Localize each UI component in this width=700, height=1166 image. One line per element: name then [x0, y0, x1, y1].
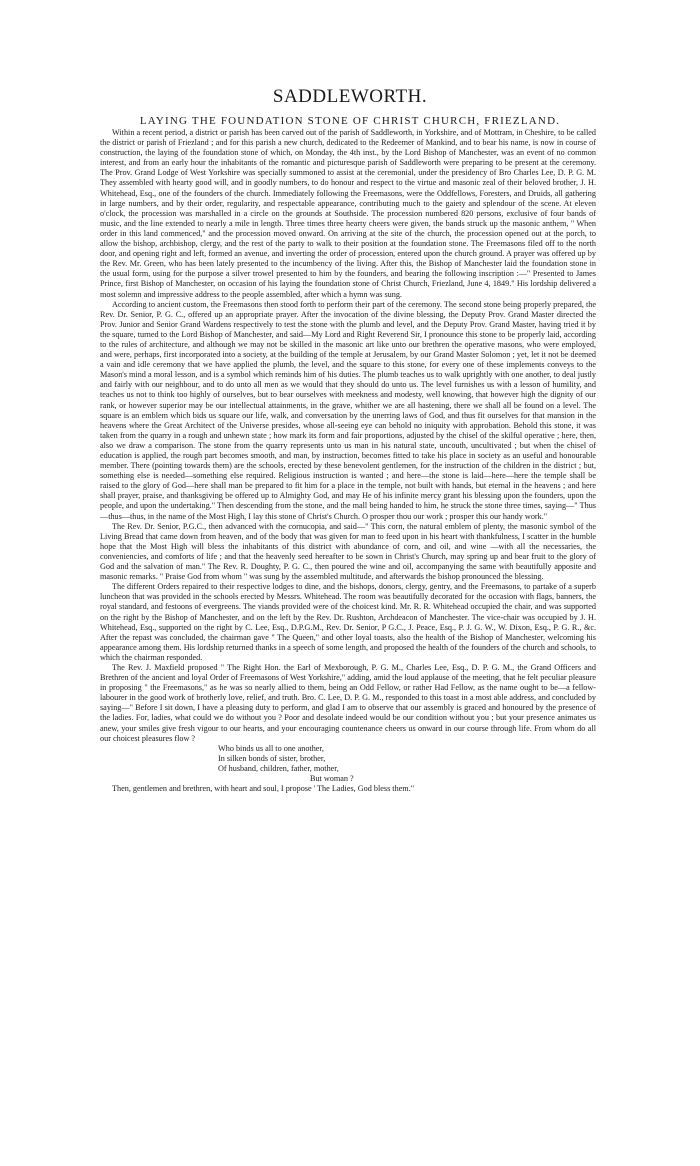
verse-line: In silken bonds of sister, brother,	[218, 753, 326, 763]
poem-verse	[218, 744, 596, 784]
article-subtitle: LAYING THE FOUNDATION STONE OF CHRIST CHURCH, FRIEZLAND.	[139, 115, 561, 127]
page-title: SADDLEWORTH.	[272, 86, 428, 107]
paragraph-4: The different Orders repaired to their respective lodges to dine, and the bishops, donors, clergy, gentry, and the Freemasons, to partake of a superb luncheon that was provided in the schools erected by Messrs. Whitehead. The room was beautifully decorated for the occasion with flags, banners, the royal standard, and festoons of evergreens. The viands provided were of the choicest kind. Mr. R. R. Whitehead occupied the chair, and was supported on the right by the Bishop of Manchester, and on the left by the Rev. Dr. Rushton, Archdeacon of Manchester. The vice-chair was occupied by J. H. Whitehead, Esq., supported on the right by C. Lee, Esq., D.P.G.M., Rev. Dr. Senior, P G.C., J. Peace, Esq., P. J. G. W., W. Dixon, Esq., P. G. R., &c. After the repast was concluded, the chairman gave " The Queen," and other loyal toasts, also the health of the Bishop of Manchester, welcoming his appearance among them. His lordship returned thanks in a speech of some length, and proposed the health of the founders of the church and schools, to which the chairman responded.	[100, 582, 596, 662]
verse-line: Who binds us all to one another,	[218, 743, 324, 753]
verse-line: But woman ?	[310, 774, 354, 783]
paragraph-5: The Rev. J. Maxfield proposed " The Right Hon. the Earl of Mexborough, P. G. M., Charles Lee, Esq., D. P. G. M., the Grand Officers and Brethren of the ancient and loyal Order of Freemasons of West Yorkshire," adding, amid the loud applause of the meeting, that he felt peculiar pleasure in proposing " the Freemasons," as he was so nearly allied to them, being an Odd Fellow, or rather Had Fellow, as the name ought to be—a fellow-labourer in the good work of brotherly love, relief, and truth. Bro. C. Lee, D. P. G. M., responded to this toast in a most able address, and concluded by saying—" Before I sit down, I have a pleasing duty to perform, and glad I am to observe that our assembly is graced and honoured by the presence of the ladies. For, ladies, what could we do without you ? Poor and desolate indeed would be our condition without you ; but your presence animates us anew, your smiles give fresh vigour to our hearts, and your encouraging countenance cheers us onward in our course through life. From whom do all our choicest pleasures flow ?	[100, 662, 596, 743]
paragraph-2: According to ancient custom, the Freemasons then stood forth to perform their part of the ceremony. The second stone being properly prepared, the Rev. Dr. Senior, P. G. C., offered up an appropriate prayer. After the invocation of the divine blessing, the Deputy Prov. Grand Master directed the Prov. Junior and Senior Grand Wardens respectively to test the stone with the plumb and level, and the Deputy Prov. Grand Master, having tried it by the square, turned to the Lord Bishop of Manchester, and said—My Lord and Right Reverend Sir, I pronounce this stone to be properly laid, according to the rules of architecture, and although we may not be skilled in the masonic art like unto our brethren the operative masons, who were employed, and were, perhaps, first incorporated into a society, at the building of the temple at Jerusalem, by our Grand Master Solomon ; yet, let it not be deemed a vain and idle ceremony that we have applied the plumb, the level, and the square to this stone, for every one of these implements conveys to the Mason's mind a moral lesson, and is a symbol which reminds him of his duties. The plumb teaches us to walk uprightly with one another, to deal justly and fairly with our neighbour, and to do unto all men as we would that they should do unto us. The level furnishes us with a lesson of humility, and teaches us not to think too highly of ourselves, but to bear ourselves with meekness and modesty, well knowing, that however high the dignity of our rank, or however superior may be our intellectual attainments, in the grave, whither we are all hastening, there we shall all be found on a level. The square is an emblem which bids us square our life, walk, and conversation by the unerring laws of God, and thus fit ourselves for that mansion in the heavens where the Great Architect of the Universe presides, whose all-seeing eye can behold no iniquity with approbation. Behold this stone, it was taken from the quarry in a rough and unhewn state ; how mark its form and fair proportions, adjusted by the chisel of the skilful operative ; here, then, also we draw a comparison. The stone from the quarry represents unto us man in his natural state, uncouth, uncultivated ; but when the chisel of education is applied, the rough part becomes smooth, and man, by instruction, becomes fitted to take his place in society as an useful and honourable member. There (pointing towards them) are the schools, erected by these benevolent gentlemen, for the instruction of the children in the district ; but, something else is needed—something else required. Religious instruction is wanted ; and here—the stone is laid—here—here the temple shall be raised to the glory of God—here shall man be prepared to fit him for a place in the temple, not built with hands, but eternal in the heavens ; and here shall prayer, praise, and thanksgiving be offered up to Almighty God, and may He of his infinite mercy grant his blessing upon the founders, upon the people, and upon the undertaking." Then descending from the stone, and the mall being handed to him, he struck the stone three times, saying—" Thus—thus—thus, in the name of the Most High, I lay this stone of Christ's Church. O prosper thou our work ; prosper this our handy work."	[100, 299, 596, 521]
paragraph-3: The Rev. Dr. Senior, P.G.C., then advanced with the cornucopia, and said—" This corn, the natural emblem of plenty, the masonic symbol of the Living Bread that came down from heaven, and of the body that was given for man to feed upon in his heart with thankfulness, I scatter in the humble hope that the Most High will bless the inhabitants of this district with abundance of corn, and oil, and wine —with all the necessaries, the conveniencies, and comforts of life ; and that the heavenly seed hereafter to be sown in Christ's Church, may spring up and bear fruit to the glory of God and the salvation of man." The Rev. R. Doughty, P. G. C., then poured the wine and oil, accompanying the same with beautifully apposite and masonic remarks. " Praise God from whom " was sung by the assembled multitude, and afterwards the bishop pronounced the blessing.	[100, 521, 596, 582]
verse-line: Of husband, children, father, mother,	[218, 763, 339, 773]
closing-line: Then, gentlemen and brethren, with heart and soul, I propose ' The Ladies, God bless them."	[112, 784, 415, 794]
article-body	[100, 128, 596, 794]
paragraph-1: Within a recent period, a district or parish has been carved out of the parish of Saddleworth, in Yorkshire, and of Mottram, in Cheshire, to be called the district or parish of Friezland ; and for this parish a new church, dedicated to the Redeemer of Mankind, and to bear his name, is now in course of construction, the laying of the foundation stone of which, on Monday, the 4th inst., by the Lord Bishop of Manchester, was an event of no common interest, and from an early hour the inhabitants of the romantic and picturesque parish of Saddleworth were preparing to be present at the ceremony. The Prov. Grand Lodge of West Yorkshire was specially summoned to assist at the ceremonial, under the presidency of Bro Charles Lee, D. P. G. M. They assembled with hearty good will, and in goodly numbers, to do honour and respect to the virtue and masonic zeal of their beloved brother, J. H. Whitehead, Esq., one of the founders of the church. Immediately following the Freemasons, were the Oddfellows, Foresters, and Druids, all gathering in large numbers, and by their order, regularity, and respectable appearance, contributing much to the gaiety and splendour of the scene. At eleven o'clock, the procession was marshalled in a circle on the grounds at Southside. The procession numbered 820 persons, exclusive of four bands of music, and the line extended to nearly a mile in length. Three times three hearty cheers were given, the bands struck up the masonic anthem, " When order in this land commenced," and the procession moved onward. On arriving at the site of the church, the procession opened out at the porch, to allow the bishop, archbishop, clergy, and the rest of the party to walk to their position at the foundation stone. The Freemasons filed off to the north door, and opening right and left, formed an avenue, and inverting the order of procession, entered upon the church ground. A prayer was offered up by the Rev. Mr. Green, who has been lately presented to the incumbency of the living. After this, the Bishop of Manchester laid the foundation stone in the usual form, using for the purpose a silver trowel presented to him by the founders, and bearing the following inscription :—" Presented to James Prince, first Bishop of Manchester, on occasion of his laying the foundation stone of Christ Church, Friezland, June 4, 1849." His lordship delivered a most solemn and impressive address to the people assembled, after which a hymn was sung.	[100, 128, 596, 299]
